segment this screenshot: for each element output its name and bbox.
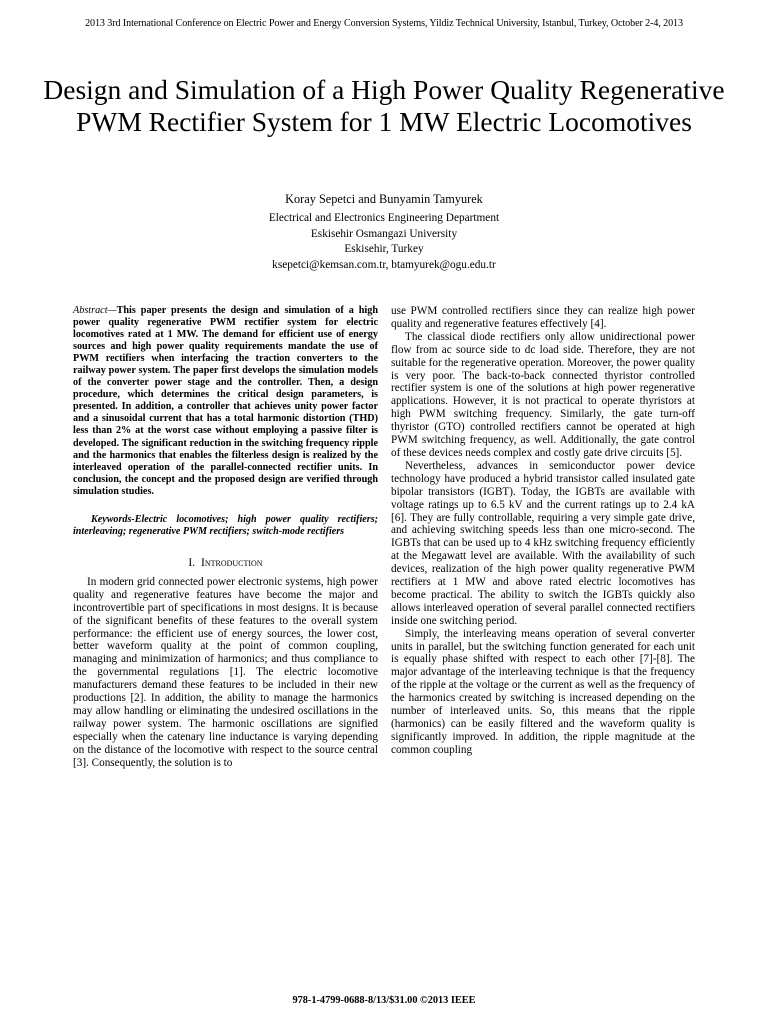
left-column bbox=[73, 305, 378, 770]
right-column bbox=[391, 305, 695, 757]
conference-header: 2013 3rd International Conference on Electric Power and Energy Conversion Systems, Yildiz Technical University, Istanbul, Turkey, October 2-4, 2013 bbox=[85, 18, 683, 29]
section-number: I. bbox=[188, 555, 196, 569]
abstract-text: This paper presents the design and simulation of a high power quality regenerative PWM rectifier system for electric locomotives rated at 1 MW. The demand for efficient use of energy sources and high power quality requirements mandate the use of PWM rectifiers when interfacing the traction converters to the railway power system. The paper first develops the simulation models of the converter power stage and the controller. Then, a design procedure, which determines the critical design parameters, is presented. In addition, a controller that achieves unity power factor and a sinusoidal current that has a total harmonic distortion (THD) less than 2% at the worst case without employing a passive filter is developed. The significant reduction in the switching frequency ripple and the harmonics that enables the filterless design is realized by the interleaved operation of the parallel-connected rectifier units. In conclusion, the concept and the proposed design are verified through simulation studies. bbox=[73, 305, 378, 497]
affiliation-emails: ksepetci@kemsan.com.tr, btamyurek@ogu.edu.tr bbox=[272, 258, 496, 271]
section-heading-introduction bbox=[73, 556, 378, 570]
paper-title: Design and Simulation of a High Power Quality Regenerative PWM Rectifier System for 1 MW Electric Locomotives bbox=[43, 74, 725, 137]
abstract-lead: Abstract— bbox=[73, 305, 117, 316]
authors: Koray Sepetci and Bunyamin Tamyurek bbox=[285, 192, 483, 206]
paragraph-igbt: Nevertheless, advances in semiconductor power device technology have produced a hybrid transistor called insulated gate bipolar transistors (IGBT). Today, the IGBTs are available with voltage ratings up to 6.5 kV and the current ratings up to 2.4 kA [6]. They are fully controllable, requiring a very simple gate drive, and achieving switching speeds less than one micro-second. The IGBTs that can be used up to 4 kHz switching frequency efficiently at the Megawatt level are available. With the availability of such devices, realization of the high power quality regenerative PWM rectifiers at 1 MW and above rated electric locomotives has become practical. The ability to switch the IGBTs quickly also allows interleaved operation of several parallel connected rectifiers inside one switching period. bbox=[391, 459, 695, 627]
affiliation-university: Eskisehir Osmangazi University bbox=[310, 227, 458, 240]
copyright-footer: 978-1-4799-0688-8/13/$31.00 ©2013 IEEE bbox=[292, 995, 476, 1006]
affiliation bbox=[0, 211, 768, 273]
paragraph-interleaving: Simply, the interleaving means operation of several converter units in parallel, but the switching function generated for each unit is equally phase shifted with respect to each other [7]-[8]. The major advantage of the interleaving technique is that the frequency of the ripple at the voltage or the current as well as the frequency of the harmonics created by switching is increased depending on the number of interleaved units. So, this means that the ripple (harmonics) can be easily filtered and the waveform quality is significantly improved. In addition, the ripple magnitude at the common coupling bbox=[391, 627, 695, 756]
affiliation-department: Electrical and Electronics Engineering Department bbox=[268, 212, 500, 224]
affiliation-city: Eskisehir, Turkey bbox=[344, 243, 424, 256]
intro-paragraph: In modern grid connected power electronic systems, high power quality and regenerative features have become the major and incontrovertible part of specifications in most designs. It is because of the significant benefits of these features to the overall system performance: the efficient use of energy sources, the lower cost, better waveform quality at the point of common coupling, managing and minimization of harmonics; and thus compliance to the governmental regulations [1]. The electric locomotive manufacturers demand these features to be included in their new productions [2]. In addition, the ability to manage the harmonics may allow handling or eliminating the undesired oscillations in the railway power system. The harmonic oscillations are signified especially when the catenary line inductance is varying depending on the distance of the locomotive with respect to the source central [3]. Consequently, the solution is to bbox=[73, 575, 378, 769]
abstract bbox=[73, 305, 378, 498]
paragraph-continuation: use PWM controlled rectifiers since they can realize high power quality and regenerative features effectively [4]. bbox=[391, 305, 695, 330]
keywords: Keywords-Electric locomotives; high power quality rectifiers; interleaving; regenerative PWM rectifiers; switch-mode rectifiers bbox=[73, 513, 378, 537]
section-title: Introduction bbox=[200, 555, 263, 569]
paragraph-rectifiers: The classical diode rectifiers only allow unidirectional power flow from ac source side to dc load side. Therefore, they are not suitable for the regenerative operation. Moreover, the power quality is very poor. The back-to-back connected thyristor controlled rectifier system is one of the solutions at high power regenerative applications. However, it is not practical to operate thyristors at high PWM switching frequency. Similarly, the gate turn-off thyristor (GTO) controlled rectifiers cannot be operated at high PWM switching frequency, as well. Additionally, the gate control of these devices needs complex and costly gate drive circuits [5]. bbox=[391, 330, 695, 459]
